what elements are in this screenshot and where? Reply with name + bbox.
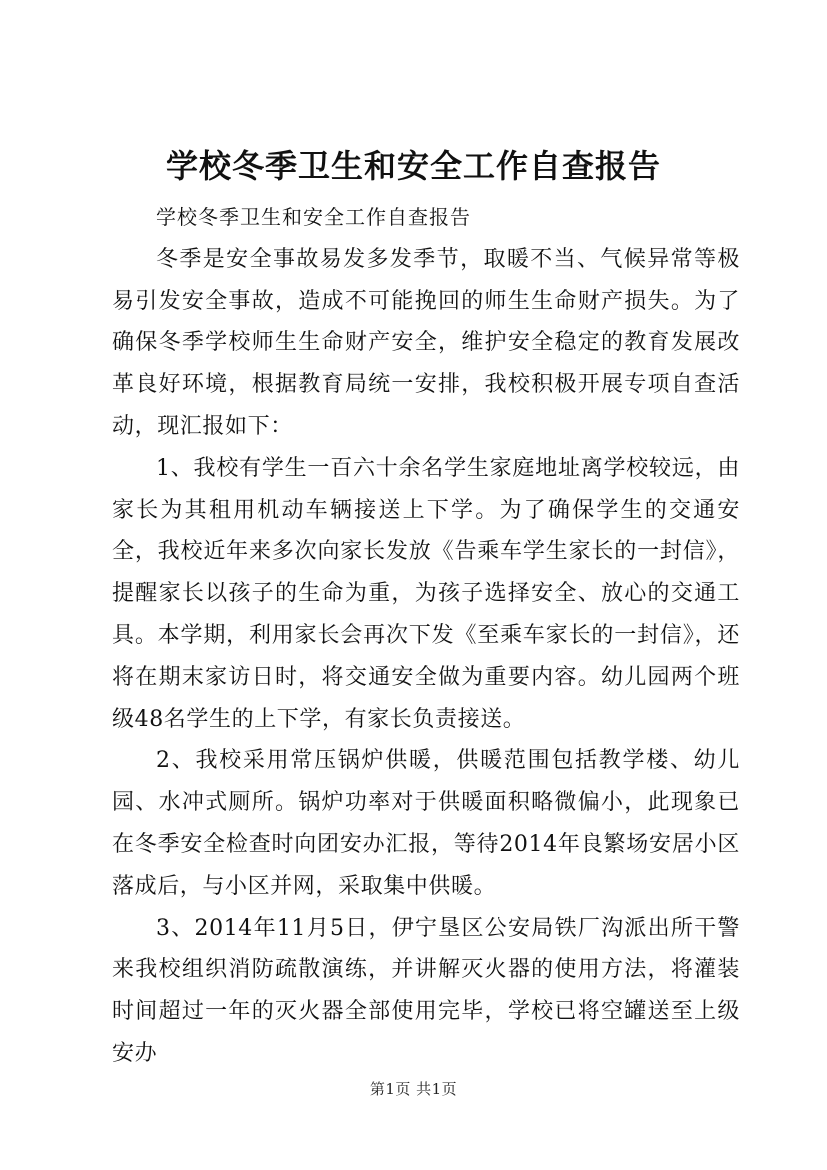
- document-body: [112, 197, 740, 1075]
- paragraph-intro: 冬季是安全事故易发多发季节，取暖不当、气候异常等极易引发安全事故，造成不可能挽回的师生生命财产损失。为了确保冬季学校师生生命财产安全，维护安全稳定的教育发展改革良好环境，根据教育局统一安排，我校积极开展专项自查活动，现汇报如下：: [112, 246, 740, 439]
- paragraph-item-2: 2、我校采用常压锅炉供暖，供暖范围包括教学楼、幼儿园、水冲式厕所。锅炉功率对于供暖面积略微偏小，此现象已在冬季安全检查时向团安办汇报，等待2014年良繁场安居小区落成后，与小区并网，采取集中供暖。: [112, 748, 740, 899]
- document-subtitle: 学校冬季卫生和安全工作自查报告: [156, 205, 471, 229]
- page-number-footer: 第1页 共1页: [369, 1080, 458, 1098]
- paragraph-item-1: 1、我校有学生一百六十余名学生家庭地址离学校较远，由家长为其租用机动车辆接送上下学。为了确保学生的交通安全，我校近年来多次向家长发放《告乘车学生家长的一封信》，提醒家长以孩子的生命为重，为孩子选择安全、放心的交通工具。本学期，利用家长会再次下发《至乘车家长的一封信》，还将在期末家访日时，将交通安全做为重要内容。幼儿园两个班级48名学生的上下学，有家长负责接送。: [112, 455, 740, 732]
- paragraph-item-3: 3、2014年11月5日，伊宁垦区公安局铁厂沟派出所干警来我校组织消防疏散演练，并讲解灭火器的使用方法，将灌装时间超过一年的灭火器全部使用完毕，学校已将空罐送至上级安办: [112, 915, 740, 1066]
- document-title: 学校冬季卫生和安全工作自查报告: [165, 147, 661, 185]
